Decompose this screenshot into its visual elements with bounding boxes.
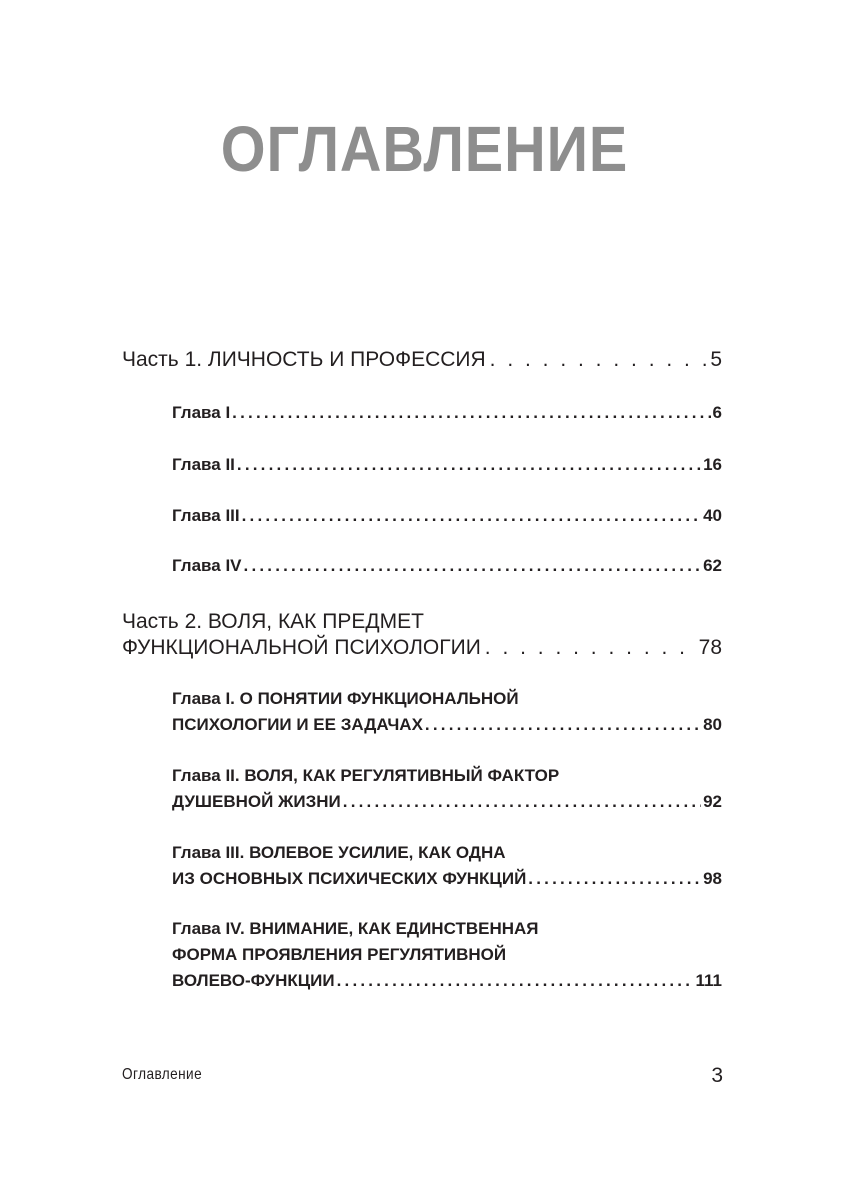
dot-leader bbox=[337, 971, 694, 991]
toc-page-number: 111 bbox=[695, 971, 722, 990]
toc-page-number: 98 bbox=[703, 869, 722, 888]
toc-entry-part2-chapter-1-line-1[interactable]: Глава I. О ПОНЯТИИ ФУНКЦИОНАЛЬНОЙ bbox=[172, 689, 519, 708]
dot-leader bbox=[343, 792, 701, 812]
dot-leader bbox=[528, 869, 701, 889]
toc-entry-part2-chapter-2-line-1[interactable]: Глава II. ВОЛЯ, КАК РЕГУЛЯТИВНЫЙ ФАКТОР bbox=[172, 766, 560, 785]
dot-leader bbox=[242, 506, 701, 526]
toc-entry-label: ПСИХОЛОГИИ И ЕЕ ЗАДАЧАХ bbox=[172, 715, 423, 734]
toc-entry-label: Часть 1. ЛИЧНОСТЬ И ПРОФЕССИЯ bbox=[122, 348, 486, 371]
toc-entry-label: ДУШЕВНОЙ ЖИЗНИ bbox=[172, 792, 341, 811]
toc-page-number: 40 bbox=[703, 506, 722, 525]
toc-entry-label: ФУНКЦИОНАЛЬНОЙ ПСИХОЛОГИИ bbox=[122, 636, 481, 659]
running-footer-section: Оглавление bbox=[122, 1066, 203, 1083]
dot-leader bbox=[244, 556, 702, 576]
toc-page-number: 16 bbox=[703, 455, 722, 474]
page-title: ОГЛАВЛЕНИЕ bbox=[220, 113, 629, 185]
dot-leader bbox=[485, 636, 695, 660]
toc-entry-part2-chapter-4[interactable] bbox=[172, 971, 722, 991]
dot-leader bbox=[237, 455, 701, 475]
toc-page-number: 80 bbox=[703, 715, 722, 734]
toc-entry-part2-chapter-2[interactable] bbox=[172, 792, 722, 812]
toc-entry-label: Глава III bbox=[172, 506, 240, 525]
toc-page-number: 6 bbox=[712, 403, 722, 422]
dot-leader bbox=[490, 348, 707, 372]
toc-entry-part1-chapter-2[interactable] bbox=[172, 455, 722, 475]
toc-entry-part2-chapter-4-line-1[interactable]: Глава IV. ВНИМАНИЕ, КАК ЕДИНСТВЕННАЯ bbox=[172, 919, 539, 938]
page-number: 3 bbox=[711, 1064, 723, 1087]
toc-entry-part2-chapter-3-line-1[interactable]: Глава III. ВОЛЕВОЕ УСИЛИЕ, КАК ОДНА bbox=[172, 843, 506, 862]
toc-entry-part-2[interactable] bbox=[122, 636, 722, 660]
toc-entry-part-2-line-1[interactable]: Часть 2. ВОЛЯ, КАК ПРЕДМЕТ bbox=[122, 610, 424, 633]
toc-entry-label: ИЗ ОСНОВНЫХ ПСИХИЧЕСКИХ ФУНКЦИЙ bbox=[172, 869, 527, 888]
toc-entry-part2-chapter-3[interactable] bbox=[172, 869, 722, 889]
toc-entry-label: ВОЛЕВО-ФУНКЦИИ bbox=[172, 971, 335, 990]
dot-leader bbox=[425, 715, 701, 735]
dot-leader bbox=[232, 403, 710, 423]
toc-page-number: 62 bbox=[703, 556, 722, 575]
toc-entry-label: Глава IV bbox=[172, 556, 242, 575]
toc-entry-part2-chapter-4-line-2[interactable]: ФОРМА ПРОЯВЛЕНИЯ РЕГУЛЯТИВНОЙ bbox=[172, 945, 507, 964]
toc-page-number: 5 bbox=[710, 348, 722, 371]
toc-entry-part-1[interactable] bbox=[122, 348, 722, 372]
toc-page-number: 92 bbox=[703, 792, 722, 811]
toc-entry-part1-chapter-3[interactable] bbox=[172, 506, 722, 526]
toc-entry-part2-chapter-1[interactable] bbox=[172, 715, 722, 735]
toc-entry-label: Глава II bbox=[172, 455, 235, 474]
toc-entry-label: Глава I bbox=[172, 403, 231, 422]
toc-page-number: 78 bbox=[698, 636, 722, 659]
toc-entry-part1-chapter-1[interactable] bbox=[172, 403, 722, 423]
toc-entry-part1-chapter-4[interactable] bbox=[172, 556, 722, 576]
